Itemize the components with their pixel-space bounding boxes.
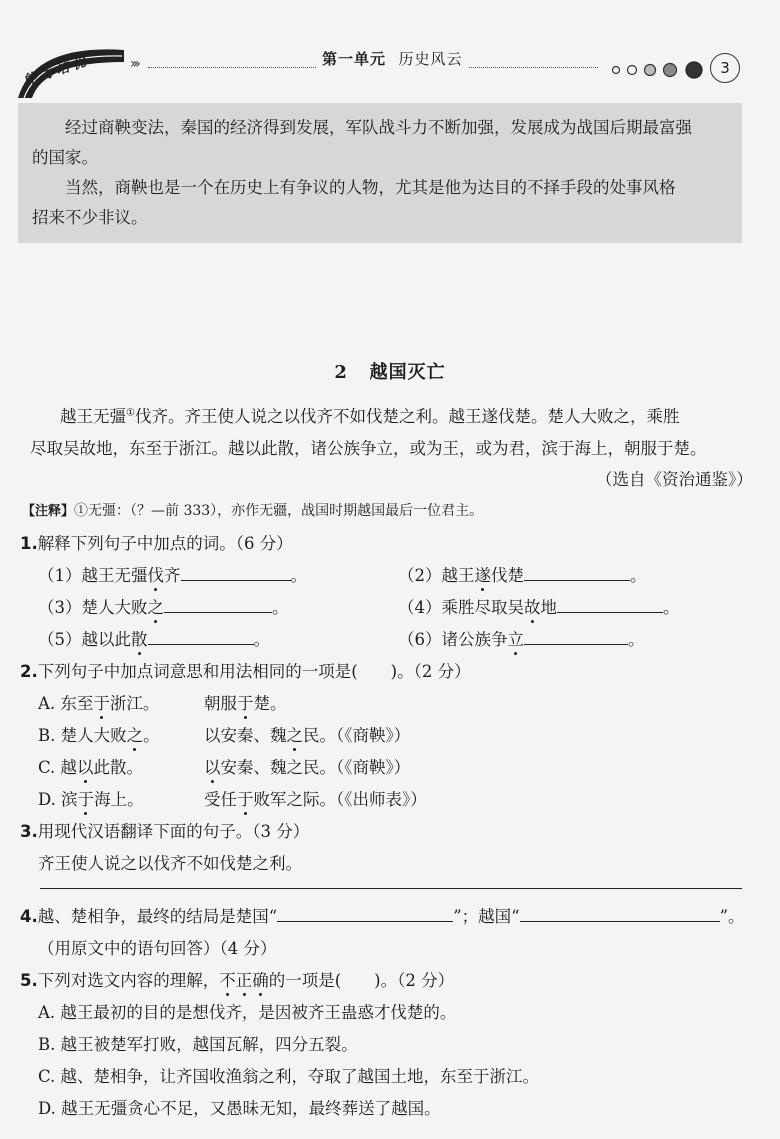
- article-source: （选自《资治通鉴》）: [596, 470, 753, 489]
- q1-item4: （4）乘胜尽取吴故地 。: [398, 598, 680, 617]
- q1-stem: 1.解释下列句子中加点的词。（6 分）: [20, 534, 293, 553]
- footnote-marker: ①: [126, 407, 135, 419]
- q2-stem: 2.下列句子中加点词意思和用法相同的一项是( )。（2 分）: [20, 662, 471, 681]
- note-text: ①无彊：（？—前 333），亦作无疆，战国时期越国最后一位君主。: [74, 503, 484, 519]
- q5-option-c[interactable]: C. 越、楚相争，让齐国收渔翁之利，夺取了越国土地，东至于浙江。: [38, 1067, 540, 1086]
- q2-option-d[interactable]: D. 滨于海上。: [38, 790, 144, 809]
- decorative-circles-icon: [610, 60, 710, 80]
- q4-blank-yue[interactable]: [520, 907, 720, 922]
- q4-blank-chu[interactable]: [277, 907, 453, 922]
- article-note: [22, 500, 483, 520]
- answer-blank[interactable]: [524, 566, 630, 581]
- q4-stem: 4.越、楚相争，最终的结局是楚国“ ”；越国“ ”。: [20, 907, 745, 926]
- page-number: 3: [710, 53, 740, 83]
- q2-option-b-compare: 以安秦、魏之民。（《商鞅》）: [204, 726, 411, 745]
- q2-option-c-compare: 以安秦、魏之民。（《商鞅》）: [204, 758, 411, 777]
- q5-option-a[interactable]: A. 越王最初的目的是想伐齐，是因被齐王蛊惑才伐楚的。: [38, 1003, 457, 1022]
- summary-para1-line2: 的国家。: [32, 148, 98, 167]
- answer-blank[interactable]: [148, 630, 254, 645]
- unit-name: 历史风云: [398, 50, 463, 68]
- q4-hint: （用原文中的语句回答）（4 分）: [38, 939, 277, 958]
- answer-blank[interactable]: [164, 598, 272, 613]
- q3-answer-line[interactable]: [40, 888, 742, 889]
- q2-option-c[interactable]: C. 越以此散。: [38, 758, 144, 777]
- q5-stem: 5.下列对选文内容的理解，不正确的一项是( )。（2 分）: [20, 971, 455, 990]
- q5-option-b[interactable]: B. 越王被楚军打败，越国瓦解，四分五裂。: [38, 1035, 358, 1054]
- q1-item1: （1）越王无彊伐齐 。: [38, 566, 307, 585]
- summary-para2-line1: 当然，商鞅也是一个在历史上有争议的人物，尤其是他为达目的不择手段的处事风格: [65, 178, 676, 197]
- q1-item6: （6）诸公族争立 。: [398, 630, 645, 649]
- unit-label: 第一单元: [322, 50, 387, 68]
- article-title-text: 越国灭亡: [369, 362, 446, 383]
- unit-title: [316, 48, 468, 69]
- q1-item3: （3）楚人大败之 。: [38, 598, 289, 617]
- q1-item2: （2）越王遂伐楚 。: [398, 566, 647, 585]
- answer-blank[interactable]: [524, 630, 628, 645]
- logo-text: 能力培优: [21, 53, 92, 90]
- header-chevrons: ›››: [130, 56, 138, 72]
- summary-para1-line1: 经过商鞅变法，秦国的经济得到发展，军队战斗力不断加强，发展成为战国后期最富强: [65, 118, 692, 137]
- q2-option-a[interactable]: A. 东至于浙江。: [38, 694, 160, 713]
- q2-option-a-compare: 朝服于楚。: [204, 694, 287, 713]
- q3-sentence: 齐王使人说之以伐齐不如伐楚之利。: [38, 854, 302, 873]
- summary-box: [18, 103, 742, 243]
- q1-item5: （5）越以此散 。: [38, 630, 270, 649]
- answer-blank[interactable]: [181, 566, 291, 581]
- note-tag: 【注释】: [22, 504, 75, 519]
- q2-option-d-compare: 受任于败军之际。（《出师表》）: [204, 790, 427, 809]
- article-line2: 尽取吴故地，东至于浙江。越以此散，诸公族争立，或为王，或为君，滨于海上，朝服于楚。: [30, 439, 707, 458]
- article-line1: 越王无彊①伐齐。齐王使人说之以伐齐不如伐楚之利。越王遂伐楚。楚人大败之，乘胜: [60, 407, 680, 426]
- article-number: 2: [334, 362, 348, 383]
- q3-stem: 3.用现代汉语翻译下面的句子。（3 分）: [20, 822, 310, 841]
- q5-option-d[interactable]: D. 越王无彊贪心不足，又愚昧无知，最终葬送了越国。: [38, 1099, 441, 1118]
- q2-option-b[interactable]: B. 楚人大败之。: [38, 726, 160, 745]
- article-title: [0, 358, 780, 384]
- answer-blank[interactable]: [557, 598, 663, 613]
- summary-para2-line2: 招来不少非议。: [32, 208, 148, 227]
